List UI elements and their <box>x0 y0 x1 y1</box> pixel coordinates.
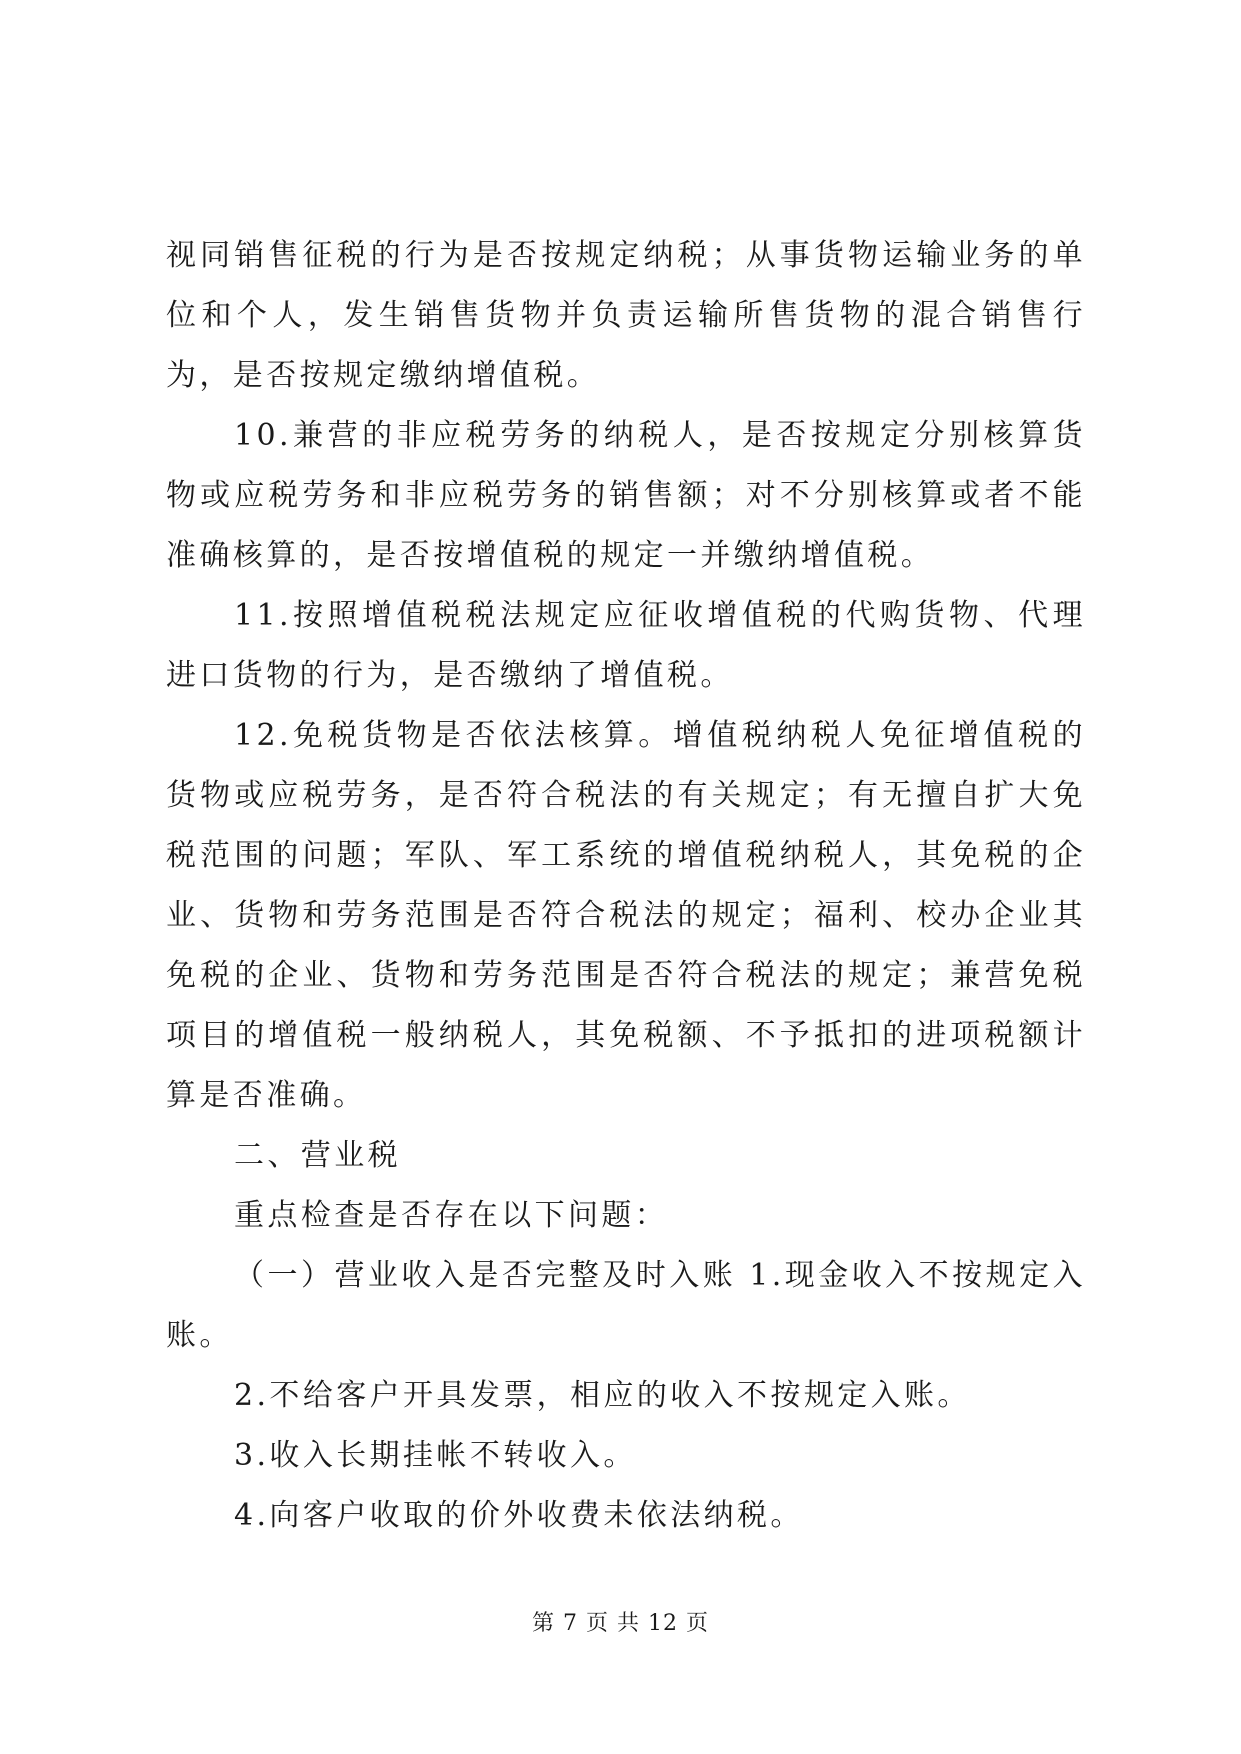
document-body <box>166 226 1086 1546</box>
paragraph-item-4: 4.向客户收取的价外收费未依法纳税。 <box>234 1498 804 1533</box>
section-heading-business-tax: 二、营业税 <box>234 1138 401 1173</box>
paragraph-item-3: 3.收入长期挂帐不转收入。 <box>234 1438 637 1473</box>
paragraph-continuation: 视同销售征税的行为是否按规定纳税；从事货物运输业务的单位和个人，发生销售货物并负责运输所售货物的混合销售行为，是否按规定缴纳增值税。 <box>166 238 1086 393</box>
paragraph-item-11: 11.按照增值税税法规定应征收增值税的代购货物、代理进口货物的行为，是否缴纳了增值税。 <box>166 598 1086 693</box>
paragraph-focus-check: 重点检查是否存在以下问题： <box>234 1198 669 1233</box>
paragraph-item-2: 2.不给客户开具发票，相应的收入不按规定入账。 <box>234 1378 971 1413</box>
paragraph-subsection-1: （一）营业收入是否完整及时入账 1.现金收入不按规定入账。 <box>166 1258 1086 1353</box>
paragraph-item-10: 10.兼营的非应税劳务的纳税人，是否按规定分别核算货物或应税劳务和非应税劳务的销售额；对不分别核算或者不能准确核算的，是否按增值税的规定一并缴纳增值税。 <box>166 418 1086 573</box>
paragraph-item-12: 12.免税货物是否依法核算。增值税纳税人免征增值税的货物或应税劳务，是否符合税法的有关规定；有无擅自扩大免税范围的问题；军队、军工系统的增值税纳税人，其免税的企业、货物和劳务范围是否符合税法的规定；福利、校办企业其免税的企业、货物和劳务范围是否符合税法的规定；兼营免税项目的增值税一般纳税人，其免税额、不予抵扣的进项税额计算是否准确。 <box>166 718 1086 1113</box>
page-number-footer: 第 7 页 共 12 页 <box>532 1611 709 1636</box>
